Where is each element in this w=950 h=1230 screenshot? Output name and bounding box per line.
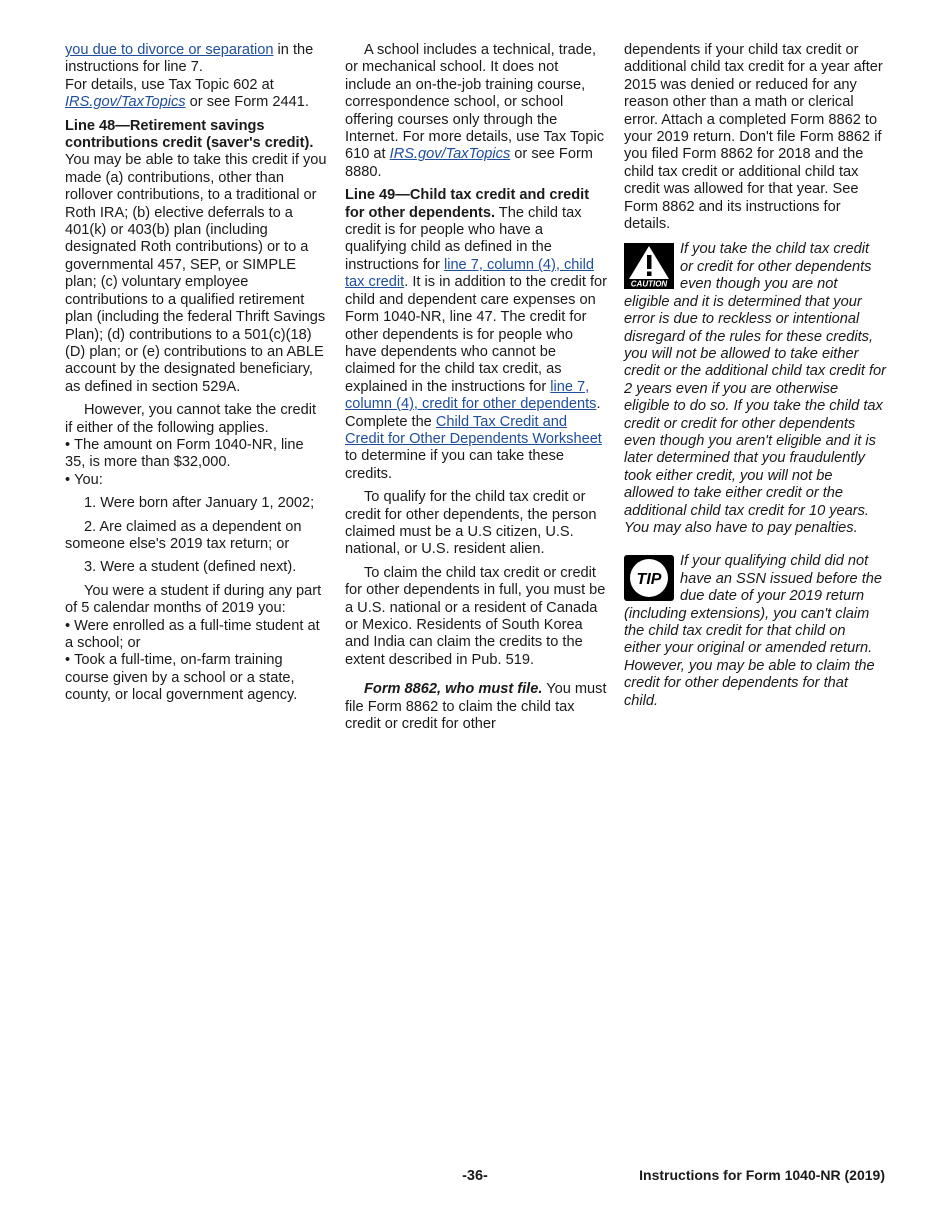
qualify-paragraph: To qualify for the child tax credit or credit for other dependents, the person claimed must be a U.S citizen, U.S. national, or U.S. resident alien. [345,489,597,558]
divorce-paragraph: you due to divorce or separation in the instructions for line 7. [65,42,314,76]
caution-icon [624,243,674,289]
numbered-item-1: 1. Were born after January 1, 2002; [84,495,315,512]
caution-text: If you take the child tax credit or credit for other dependents even though you are not eligible and it is determined that your error is due to reckless or intentional disregard of the rules for these credits, you will not be allowed to take either credit or the additional child tax credit for 2 years even if you are otherwise eligible to do so. If you take the child tax credit or credit for other dependents even though you aren't eligible and it is later determined that you fraudulently took either credit, you will not be allowed to take either credit or the additional child tax credit for 10 years. You may also have to pay penalties. [624,241,887,536]
caution-label: CAUTION [630,279,668,289]
child-tax-credit-link[interactable]: line 7, column (4), child tax credit [345,256,595,291]
bullet-income-limit: • The amount on Form 1040-NR, line 35, is more than $32,000. [65,437,327,472]
bullet-full-time-student: • Were enrolled as a full-time student at a school; or [65,618,327,653]
tip-icon [624,555,674,601]
worksheet-link[interactable]: Child Tax Credit and Credit for Other Dependents Worksheet [345,413,602,447]
student-paragraph: You were a student if during any part of 5 calendar months of 2019 you: [65,582,322,617]
tip-text: If your qualifying child did not have an SSN issued before the due date of your 2019 return (including extensions), you can't claim the child tax credit for that child on either your original or amended return. However, you may be able to claim the credit for other dependents for that child. [624,553,883,709]
form8862-heading: Form 8862, who must file. [364,681,543,698]
column-3 [624,42,886,710]
tax-topic-602-paragraph: For details, use Tax Topic 602 at IRS.gov/TaxTopics or see Form 2441. [65,76,309,111]
irs-taxtopics-link[interactable]: IRS.gov/TaxTopics [65,94,186,111]
form8862-continued: dependents if your child tax credit or additional child tax credit for a year after 2015 was denied or reduced for any reason other than a math or clerical error. Attach a completed Form 8862 to your 2019 return. Don't file Form 8862 if you filed Form 8862 for 2018 and the child tax credit or additional child tax credit was allowed for that year. See Form 8862 and its instructions for details. [624,42,883,233]
bullet-you: • You: [65,472,327,489]
irs-taxtopics-link-2[interactable]: IRS.gov/TaxTopics [389,146,511,163]
however-paragraph: However, you cannot take the credit if either of the following applies. [65,402,317,436]
line48-paragraph: Line 48—Retirement savings contributions credit (saver's credit). You may be able to take this credit if you made (a) contributions, other than rollover contributions, to a traditional or Roth IRA; (b) elective deferrals to a 401(k) or 403(b) plan (including designated Roth contributions) or to a governmental 457, SEP, or SIMPLE plan; (c) voluntary employee contributions to a qualified retirement plan (including the federal Thrift Savings Plan); (d) contributions to a 501(c)(18)(D) plan; or (e) contributions to an ABLE account by the designated beneficiary, as defined in section 529A. [65,117,327,395]
column-1 [65,42,327,705]
page-number: -36- [462,1168,488,1184]
numbered-item-2: 2. Are claimed as a dependent on someone else's 2019 tax return; or [65,518,302,552]
other-dependents-link[interactable]: line 7, column (4), credit for other dependents [345,378,597,413]
bullet-farm-training: • Took a full-time, on-farm training course given by a school or a state, county, or local government agency. [65,652,327,704]
line49-heading: Line 49—Child tax credit and credit for other dependents. [345,187,590,221]
school-paragraph: A school includes a technical, trade, or mechanical school. It does not include an on-the-job training course, correspondence school, or school offering courses only through the Internet. For more details, use Tax Topic 610 at IRS.gov/TaxTopics or see Form 8880. [345,42,605,180]
tip-note [624,553,886,710]
tip-label: TIP [636,571,662,589]
numbered-item-3: 3. Were a student (defined next). [84,559,297,576]
column-2 [345,42,607,733]
claim-paragraph: To claim the child tax credit or credit for other dependents in full, you must be a U.S. national or a resident of Canada or Mexico. Residents of South Korea and India can claim the credits to the extent described in Pub. 519. [345,564,606,668]
form8862-paragraph: Form 8862, who must file. You must file Form 8862 to claim the child tax credit or credit for other [345,681,607,733]
document-title: Instructions for Form 1040-NR (2019) [639,1167,885,1183]
line49-paragraph: Line 49—Child tax credit and credit for other dependents. The child tax credit is for people who have a qualifying child as defined in the instructions for line 7, column (4), child tax credit. It is in addition to the credit for child and dependent care expenses on Form 1040-NR, line 47. The credit for other dependents is for people who have dependents who cannot be claimed for the child tax credit, as explained in the instructions for line 7, column (4), credit for other dependents. Complete the Child Tax Credit and Credit for Other Dependents Worksheet to determine if you can take these credits. [345,187,608,482]
caution-note [624,241,886,537]
line48-heading: Line 48—Retirement savings contributions credit (saver's credit). [65,117,314,152]
divorce-link[interactable]: you due to divorce or separation [65,42,274,58]
